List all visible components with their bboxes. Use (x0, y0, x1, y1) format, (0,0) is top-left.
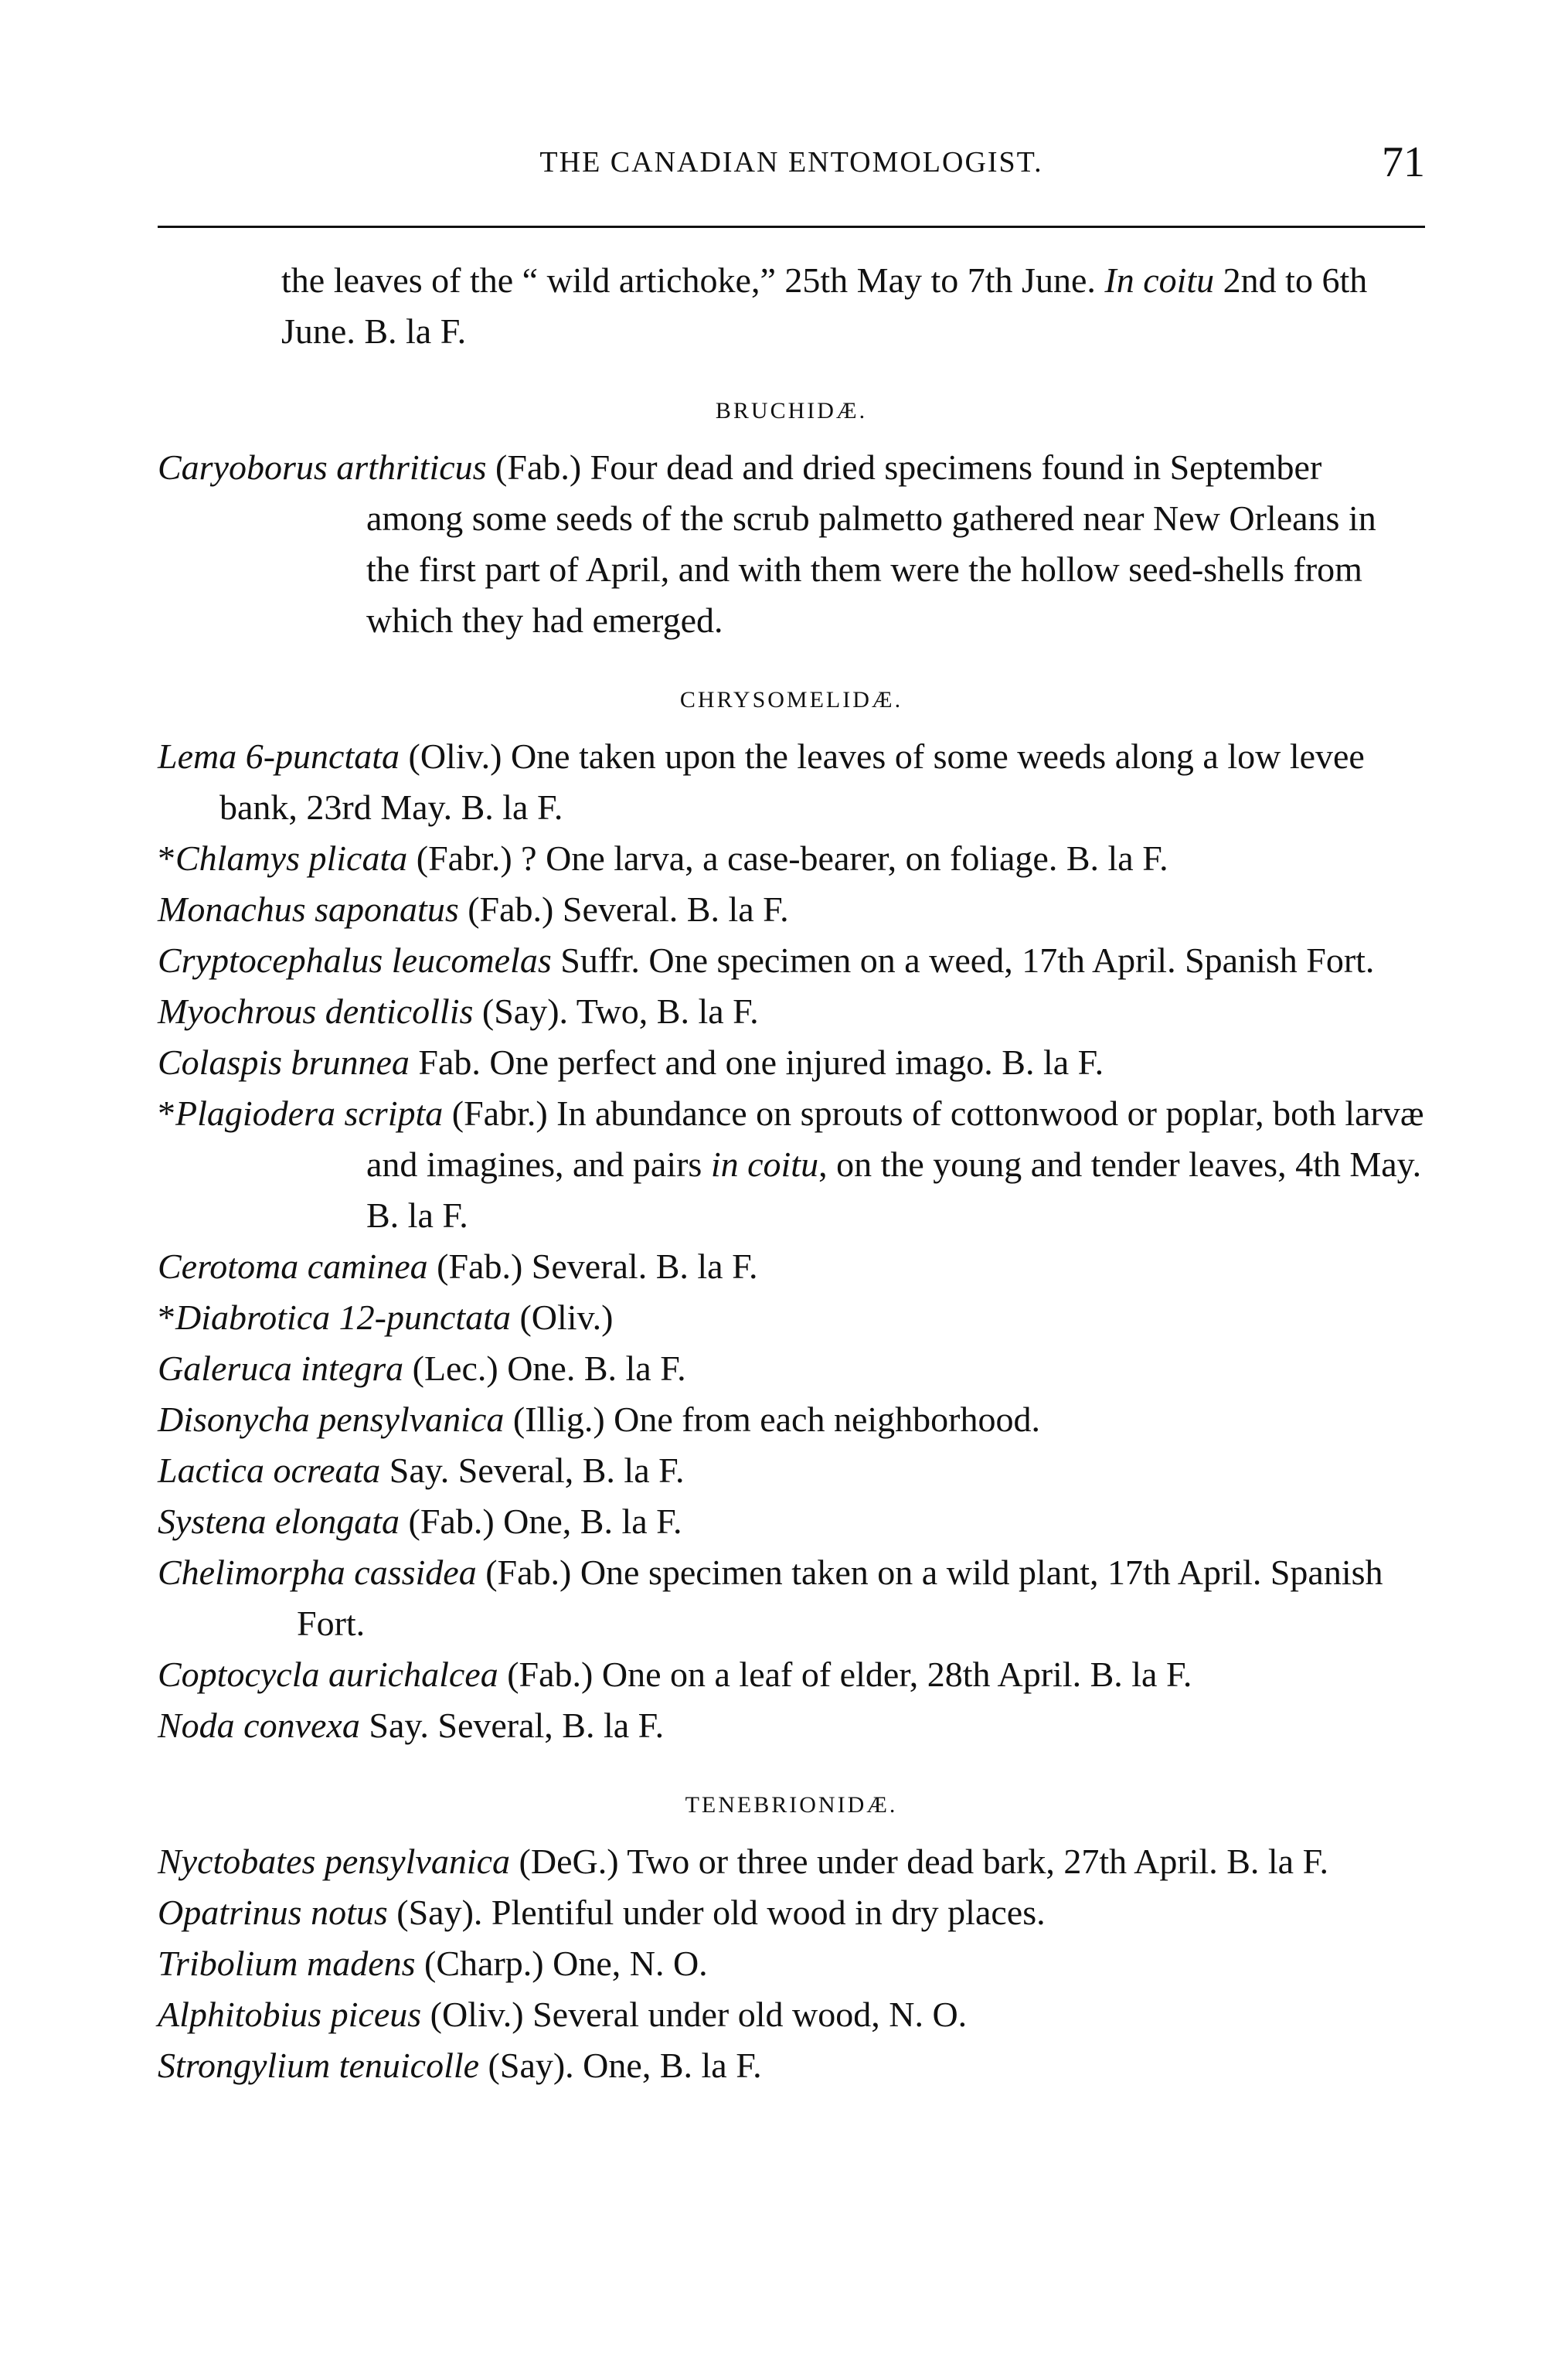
species-name: Opatrinus notus (158, 1893, 388, 1932)
species-note: Fab. One perfect and one injured imago. B. la F. (409, 1043, 1104, 1082)
species-entry (158, 1887, 1425, 1938)
species-note: (Fab.) One on a leaf of elder, 28th April. B. la F. (498, 1655, 1192, 1694)
species-entry (158, 1989, 1425, 2040)
species-name: Lema 6-punctata (158, 736, 400, 776)
section-heading-tenebrionidae: TENEBRIONIDÆ. (685, 1792, 898, 1818)
article-body (158, 255, 1425, 2091)
species-name: Tribolium madens (158, 1944, 416, 1983)
species-entry (158, 1445, 1425, 1496)
species-entry (158, 1037, 1425, 1088)
species-entry (158, 884, 1425, 935)
species-note: (Fab.) One specimen taken on a wild plant, 17th April. Spanish Fort. (297, 1553, 1383, 1643)
species-note: Suffr. One specimen on a weed, 17th April. Spanish Fort. (551, 940, 1375, 980)
species-entry (158, 1088, 1425, 1241)
species-note: (Say). One, B. la F. (479, 2046, 762, 2085)
species-marker: * (158, 1094, 175, 1133)
species-name: Chelimorpha cassidea (158, 1553, 477, 1592)
species-entry (158, 1496, 1425, 1547)
species-name: Lactica ocreata (158, 1451, 381, 1490)
species-name: Plagiodera scripta (175, 1094, 444, 1133)
header-rule (158, 226, 1425, 228)
section-heading-bruchidae: BRUCHIDÆ. (715, 398, 868, 423)
page-header (158, 138, 1425, 199)
species-note-a: (Fabr.) In abundance on sprouts of cottonwood or poplar, both larvæ and imagines, and pairs (366, 1094, 1424, 1184)
species-note: (Say). Plentiful under old wood in dry places. (387, 1893, 1046, 1932)
species-entry (158, 935, 1425, 986)
species-note: (Oliv.) One taken upon the leaves of some weeds along a low levee bank, 23rd May. B. la F. (219, 736, 1365, 827)
species-name: Monachus saponatus (158, 889, 459, 929)
species-note: (Fab.) Several. B. la F. (458, 889, 789, 929)
species-name: Alphitobius piceus (158, 1995, 422, 2034)
intro-text-b: 2nd to 6th June. B. la F. (281, 260, 1368, 351)
species-note-b: , on the young and tender leaves, 4th May. B. la F. (366, 1145, 1422, 1235)
species-note: (Oliv.) Several under old wood, N. O. (421, 1995, 968, 2034)
species-entry (158, 1292, 1425, 1343)
species-note: (DeG.) Two or three under dead bark, 27th April. B. la F. (510, 1842, 1328, 1881)
species-name: Strongylium tenuicolle (158, 2046, 480, 2085)
species-entry (158, 1649, 1425, 1700)
intro-text-a: the leaves of the “ wild artichoke,” 25th May to 7th June. (281, 260, 1096, 300)
species-entry (158, 1700, 1425, 1751)
species-marker: * (158, 838, 175, 878)
species-note: Say. Several, B. la F. (380, 1451, 685, 1490)
species-name: Disonycha pensylvanica (158, 1400, 505, 1439)
species-marker: * (158, 1298, 175, 1337)
species-note: (Lec.) One. B. la F. (403, 1349, 686, 1388)
species-entry (158, 731, 1425, 833)
species-name: Coptocycla aurichalcea (158, 1655, 498, 1694)
species-note: (Say). Two, B. la F. (473, 992, 759, 1031)
species-name: Cerotoma caminea (158, 1247, 428, 1286)
species-name: Cryptocephalus leucomelas (158, 940, 552, 980)
species-entry (158, 986, 1425, 1037)
species-note: (Oliv.) (510, 1298, 614, 1337)
species-name: Diabrotica 12-punctata (175, 1298, 511, 1337)
species-note: (Fab.) Several. B. la F. (427, 1247, 758, 1286)
continuation-paragraph (281, 255, 1425, 357)
species-entry (158, 1836, 1425, 1887)
species-note: (Illig.) One from each neighborhood. (504, 1400, 1040, 1439)
intro-in-coitu: In coitu (1104, 260, 1215, 300)
species-entry (158, 1343, 1425, 1394)
running-title: THE CANADIAN ENTOMOLOGIST. (539, 146, 1043, 179)
species-entry (158, 833, 1425, 884)
species-entry (158, 1938, 1425, 1989)
species-note: Say. Several, B. la F. (359, 1706, 665, 1745)
species-entry (158, 1241, 1425, 1292)
species-name: Systena elongata (158, 1502, 400, 1541)
species-note: (Fab.) One, B. la F. (400, 1502, 682, 1541)
section-heading-chrysomelidae: CHRYSOMELIDÆ. (679, 687, 903, 713)
species-entry (158, 442, 1425, 646)
species-note: (Fabr.) ? One larva, a case-bearer, on foliage. B. la F. (407, 838, 1168, 878)
species-name: Chlamys plicata (175, 838, 408, 878)
species-note: (Charp.) One, N. O. (415, 1944, 708, 1983)
species-name: Nyctobates pensylvanica (158, 1842, 511, 1881)
species-entry (158, 2040, 1425, 2091)
species-name: Galeruca integra (158, 1349, 404, 1388)
species-entry (158, 1394, 1425, 1445)
species-name: Myochrous denticollis (158, 992, 474, 1031)
species-name: Caryoborus arthriticus (158, 447, 487, 487)
species-name: Noda convexa (158, 1706, 360, 1745)
species-entry (158, 1547, 1425, 1649)
in-coitu-phrase: in coitu (710, 1145, 819, 1184)
species-name: Colaspis brunnea (158, 1043, 410, 1082)
species-note: (Fab.) Four dead and dried specimens found in September among some seeds of the scrub palmetto gathered near New Orleans in the first part of April, and with them were the hollow seed-shells from which they had emerged. (366, 447, 1376, 640)
page-number: 71 (1382, 138, 1425, 186)
